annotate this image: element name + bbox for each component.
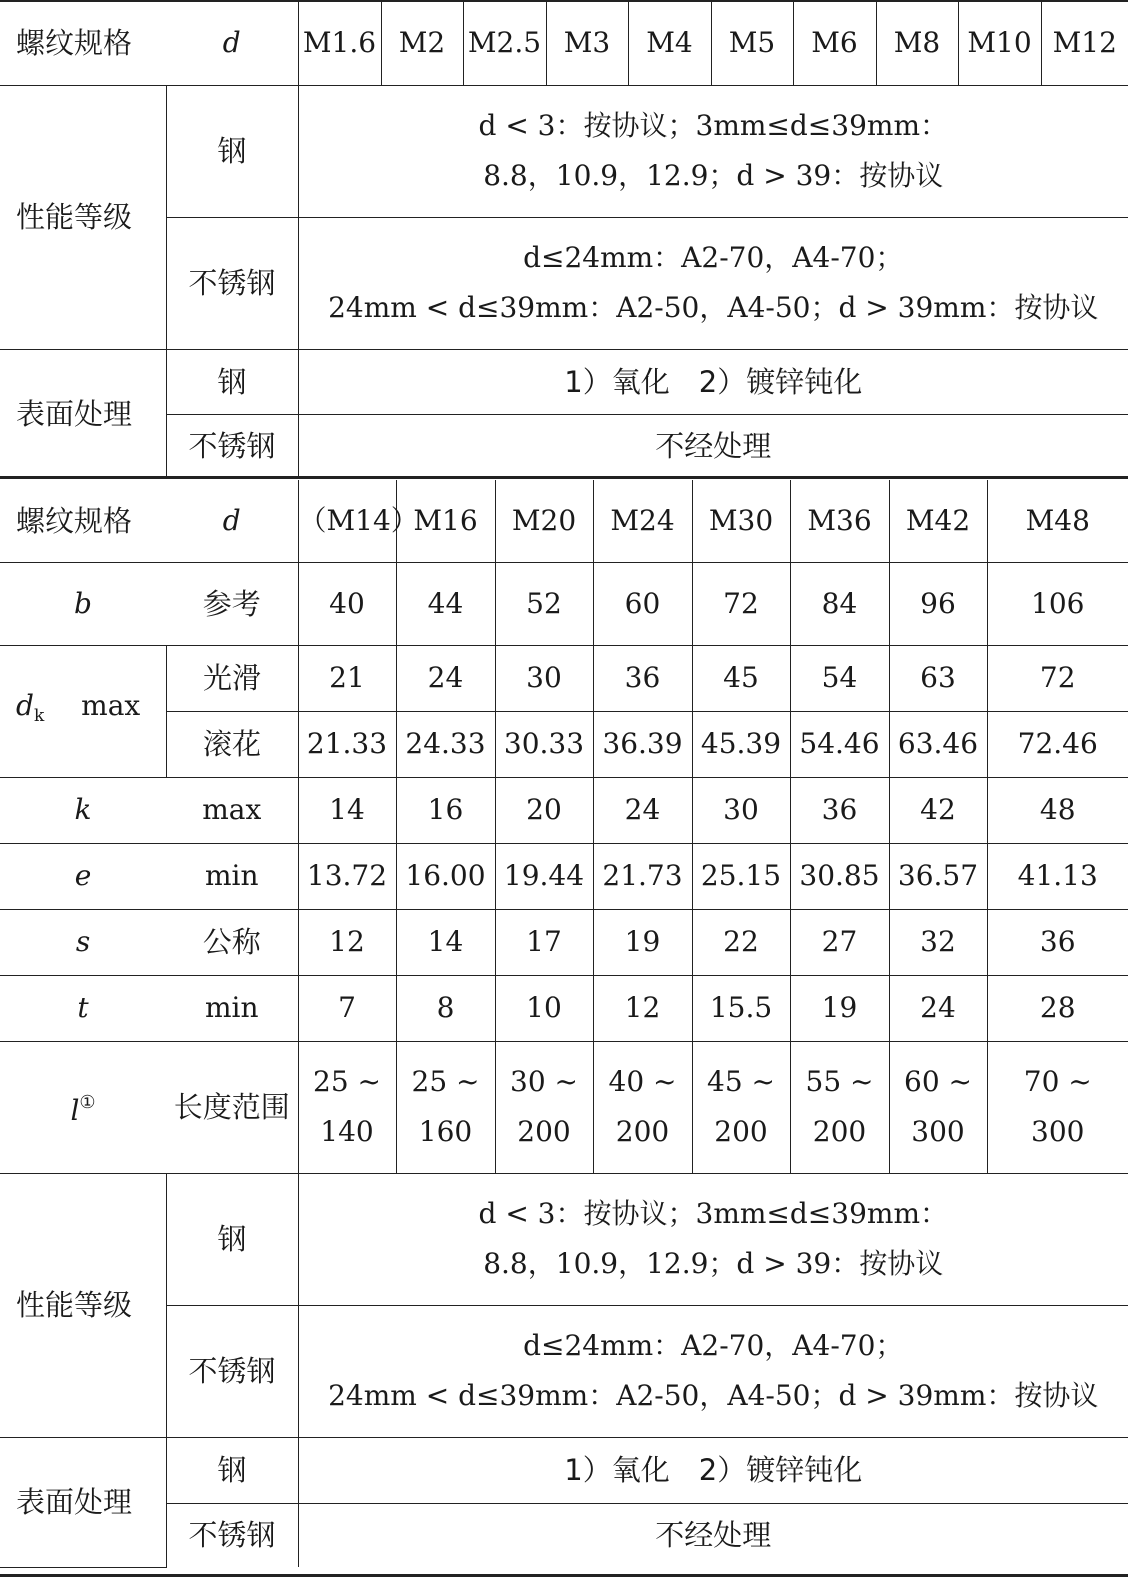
l-to: 200: [714, 1115, 768, 1148]
dk-max-label: [0, 645, 166, 777]
b-value: 72: [692, 562, 790, 645]
s-symbol: s: [0, 909, 166, 975]
dk-subscript: k: [33, 706, 45, 726]
k-value: 24: [593, 777, 692, 843]
size-cell: M1.6: [298, 1, 381, 85]
smooth-value: 54: [790, 645, 889, 711]
k-value: 16: [396, 777, 495, 843]
t-row: [0, 975, 1128, 1041]
steel-label: 钢: [166, 1437, 298, 1503]
k-value: 36: [790, 777, 889, 843]
l-from: 70 ~: [1023, 1065, 1092, 1098]
grade-stainless-line1: d≤24mm：A2-70，A4-70；: [523, 1329, 904, 1362]
size-cell: M5: [711, 1, 793, 85]
l-from: 40 ~: [608, 1065, 677, 1098]
grade-stainless-line1: d≤24mm：A2-70，A4-70；: [523, 241, 904, 274]
k-row: [0, 777, 1128, 843]
t-value: 24: [889, 975, 987, 1041]
l-range: [396, 1041, 495, 1173]
e-value: 41.13: [987, 843, 1128, 909]
bottom-rule: [0, 1574, 1128, 1577]
table2-grade-stainless-row: [0, 1305, 1128, 1437]
k-value: 42: [889, 777, 987, 843]
thread-spec-label: 螺纹规格: [0, 1, 166, 85]
size-cell: M6: [793, 1, 876, 85]
t-value: 19: [790, 975, 889, 1041]
size-cell: M20: [495, 480, 593, 562]
k-value: 30: [692, 777, 790, 843]
table1-grade-steel-row: [0, 85, 1128, 217]
knurled-value: 36.39: [593, 711, 692, 777]
size-cell: M16: [396, 480, 495, 562]
b-row: [0, 562, 1128, 645]
l-range: [692, 1041, 790, 1173]
l-range: [889, 1041, 987, 1173]
steel-label: 钢: [166, 85, 298, 217]
dk-knurled-row: [0, 711, 1128, 777]
b-value: 40: [298, 562, 396, 645]
e-value: 36.57: [889, 843, 987, 909]
size-cell: M48: [987, 480, 1128, 562]
s-value: 19: [593, 909, 692, 975]
k-value: 48: [987, 777, 1128, 843]
t-value: 10: [495, 975, 593, 1041]
smooth-value: 72: [987, 645, 1128, 711]
l-from: 25 ~: [411, 1065, 480, 1098]
l-label: 长度范围: [166, 1041, 298, 1173]
grade-steel-text: [298, 85, 1128, 217]
stainless-label: 不锈钢: [166, 217, 298, 349]
b-value: 44: [396, 562, 495, 645]
l-range: [790, 1041, 889, 1173]
table2-surface-steel-row: [0, 1437, 1128, 1503]
k-symbol: k: [0, 777, 166, 843]
l-to: 300: [1031, 1115, 1085, 1148]
knurled-value: 72.46: [987, 711, 1128, 777]
surface-stainless-text: 不经处理: [298, 1503, 1128, 1567]
s-label: 公称: [166, 909, 298, 975]
k-label: max: [166, 777, 298, 843]
thread-spec-label: 螺纹规格: [0, 480, 166, 562]
l-from: 55 ~: [805, 1065, 874, 1098]
grade-steel-line2: 8.8，10.9，12.9；d > 39：按协议: [483, 159, 944, 192]
smooth-value: 63: [889, 645, 987, 711]
t-value: 28: [987, 975, 1128, 1041]
t-value: 12: [593, 975, 692, 1041]
t-symbol: t: [0, 975, 166, 1041]
knurled-value: 24.33: [396, 711, 495, 777]
l-to: 200: [615, 1115, 670, 1148]
e-label: min: [166, 843, 298, 909]
size-cell: M30: [692, 480, 790, 562]
l-from: 25 ~: [313, 1065, 381, 1098]
smooth-value: 21: [298, 645, 396, 711]
s-value: 36: [987, 909, 1128, 975]
table1-surface-steel-row: [0, 349, 1128, 414]
steel-label: 钢: [166, 349, 298, 414]
smooth-value: 45: [692, 645, 790, 711]
e-symbol: e: [0, 843, 166, 909]
grade-steel-line1: d < 3：按协议；3mm≤d≤39mm：: [478, 109, 948, 142]
l-range: [987, 1041, 1128, 1173]
grade-steel-line2: 8.8，10.9，12.9；d > 39：按协议: [483, 1247, 944, 1280]
knurled-value: 54.46: [790, 711, 889, 777]
smooth-value: 30: [495, 645, 593, 711]
b-value: 60: [593, 562, 692, 645]
table1-grade-stainless-row: [0, 217, 1128, 349]
s-row: [0, 909, 1128, 975]
knurled-label: 滚花: [166, 711, 298, 777]
grade-stainless-text: [298, 1305, 1128, 1437]
size-cell: M42: [889, 480, 987, 562]
grade-stainless-text: [298, 217, 1128, 349]
s-value: 22: [692, 909, 790, 975]
steel-label: 钢: [166, 1173, 298, 1305]
l-to: 300: [911, 1115, 965, 1148]
footnote-1: ①: [79, 1092, 96, 1113]
surface-steel-text: 1）氧化 2）镀锌钝化: [298, 1437, 1128, 1503]
t-value: 7: [298, 975, 396, 1041]
b-value: 84: [790, 562, 889, 645]
table2-grade-steel-row: [0, 1173, 1128, 1305]
knurled-value: 30.33: [495, 711, 593, 777]
spec-table-1: [0, 0, 1128, 479]
s-value: 32: [889, 909, 987, 975]
table-separator: [0, 476, 1128, 479]
grade-stainless-line2: 24mm < d≤39mm：A2-50，A4-50；d > 39mm：按协议: [328, 1379, 1099, 1412]
k-value: 14: [298, 777, 396, 843]
knurled-value: 45.39: [692, 711, 790, 777]
l-to: 160: [418, 1115, 473, 1148]
dk-smooth-row: [0, 645, 1128, 711]
l-symbol: l: [70, 1094, 80, 1127]
grade-stainless-line2: 24mm < d≤39mm：A2-50，A4-50；d > 39mm：按协议: [328, 291, 1099, 324]
e-value: 25.15: [692, 843, 790, 909]
e-value: 13.72: [298, 843, 396, 909]
l-from: 45 ~: [707, 1065, 775, 1098]
size-cell: M2.5: [463, 1, 546, 85]
e-value: 16.00: [396, 843, 495, 909]
surface-stainless-text: 不经处理: [298, 414, 1128, 478]
size-cell: M4: [628, 1, 711, 85]
b-value: 106: [987, 562, 1128, 645]
smooth-label: 光滑: [166, 645, 298, 711]
size-cell: M12: [1041, 1, 1128, 85]
s-value: 12: [298, 909, 396, 975]
grade-steel-text: [298, 1173, 1128, 1305]
l-range: [495, 1041, 593, 1173]
b-symbol: b: [0, 562, 166, 645]
l-to: 200: [812, 1115, 867, 1148]
d-symbol: d: [166, 1, 298, 85]
d-symbol: d: [166, 480, 298, 562]
size-cell: M36: [790, 480, 889, 562]
b-value: 52: [495, 562, 593, 645]
t-value: 8: [396, 975, 495, 1041]
l-row: [0, 1041, 1128, 1173]
b-value: 96: [889, 562, 987, 645]
surface-steel-text: 1）氧化 2）镀锌钝化: [298, 349, 1128, 414]
size-cell: M2: [381, 1, 463, 85]
dk-max: max: [81, 689, 141, 722]
size-cell: M24: [593, 480, 692, 562]
t-value: 15.5: [692, 975, 790, 1041]
surface-label: 表面处理: [0, 349, 166, 478]
l-from: 30 ~: [510, 1065, 578, 1098]
table2-header-row: [0, 480, 1128, 562]
k-value: 20: [495, 777, 593, 843]
l-to: 140: [320, 1115, 374, 1148]
b-label: 参考: [166, 562, 298, 645]
e-row: [0, 843, 1128, 909]
table1-surface-stainless-row: [0, 414, 1128, 478]
e-value: 30.85: [790, 843, 889, 909]
stainless-label: 不锈钢: [166, 1503, 298, 1567]
smooth-value: 36: [593, 645, 692, 711]
e-value: 19.44: [495, 843, 593, 909]
l-range: [593, 1041, 692, 1173]
l-range: [298, 1041, 396, 1173]
grade-steel-line1: d < 3：按协议；3mm≤d≤39mm：: [478, 1197, 948, 1230]
smooth-value: 24: [396, 645, 495, 711]
l-to: 200: [517, 1115, 571, 1148]
s-value: 14: [396, 909, 495, 975]
table1-header-row: [0, 1, 1128, 85]
grade-label: 性能等级: [0, 1173, 166, 1437]
spec-table-2: [0, 480, 1128, 1568]
stainless-label: 不锈钢: [166, 414, 298, 478]
knurled-value: 63.46: [889, 711, 987, 777]
table2-surface-stainless-row: [0, 1503, 1128, 1567]
knurled-value: 21.33: [298, 711, 396, 777]
t-label: min: [166, 975, 298, 1041]
grade-label: 性能等级: [0, 85, 166, 349]
e-value: 21.73: [593, 843, 692, 909]
size-cell: M10: [958, 1, 1041, 85]
stainless-label: 不锈钢: [166, 1305, 298, 1437]
size-cell: M8: [876, 1, 958, 85]
surface-label: 表面处理: [0, 1437, 166, 1567]
dk-symbol: d: [16, 689, 34, 722]
size-cell: M3: [546, 1, 628, 85]
l-symbol-cell: [0, 1041, 166, 1173]
size-cell: （M14）: [298, 480, 396, 562]
s-value: 17: [495, 909, 593, 975]
l-from: 60 ~: [904, 1065, 972, 1098]
s-value: 27: [790, 909, 889, 975]
